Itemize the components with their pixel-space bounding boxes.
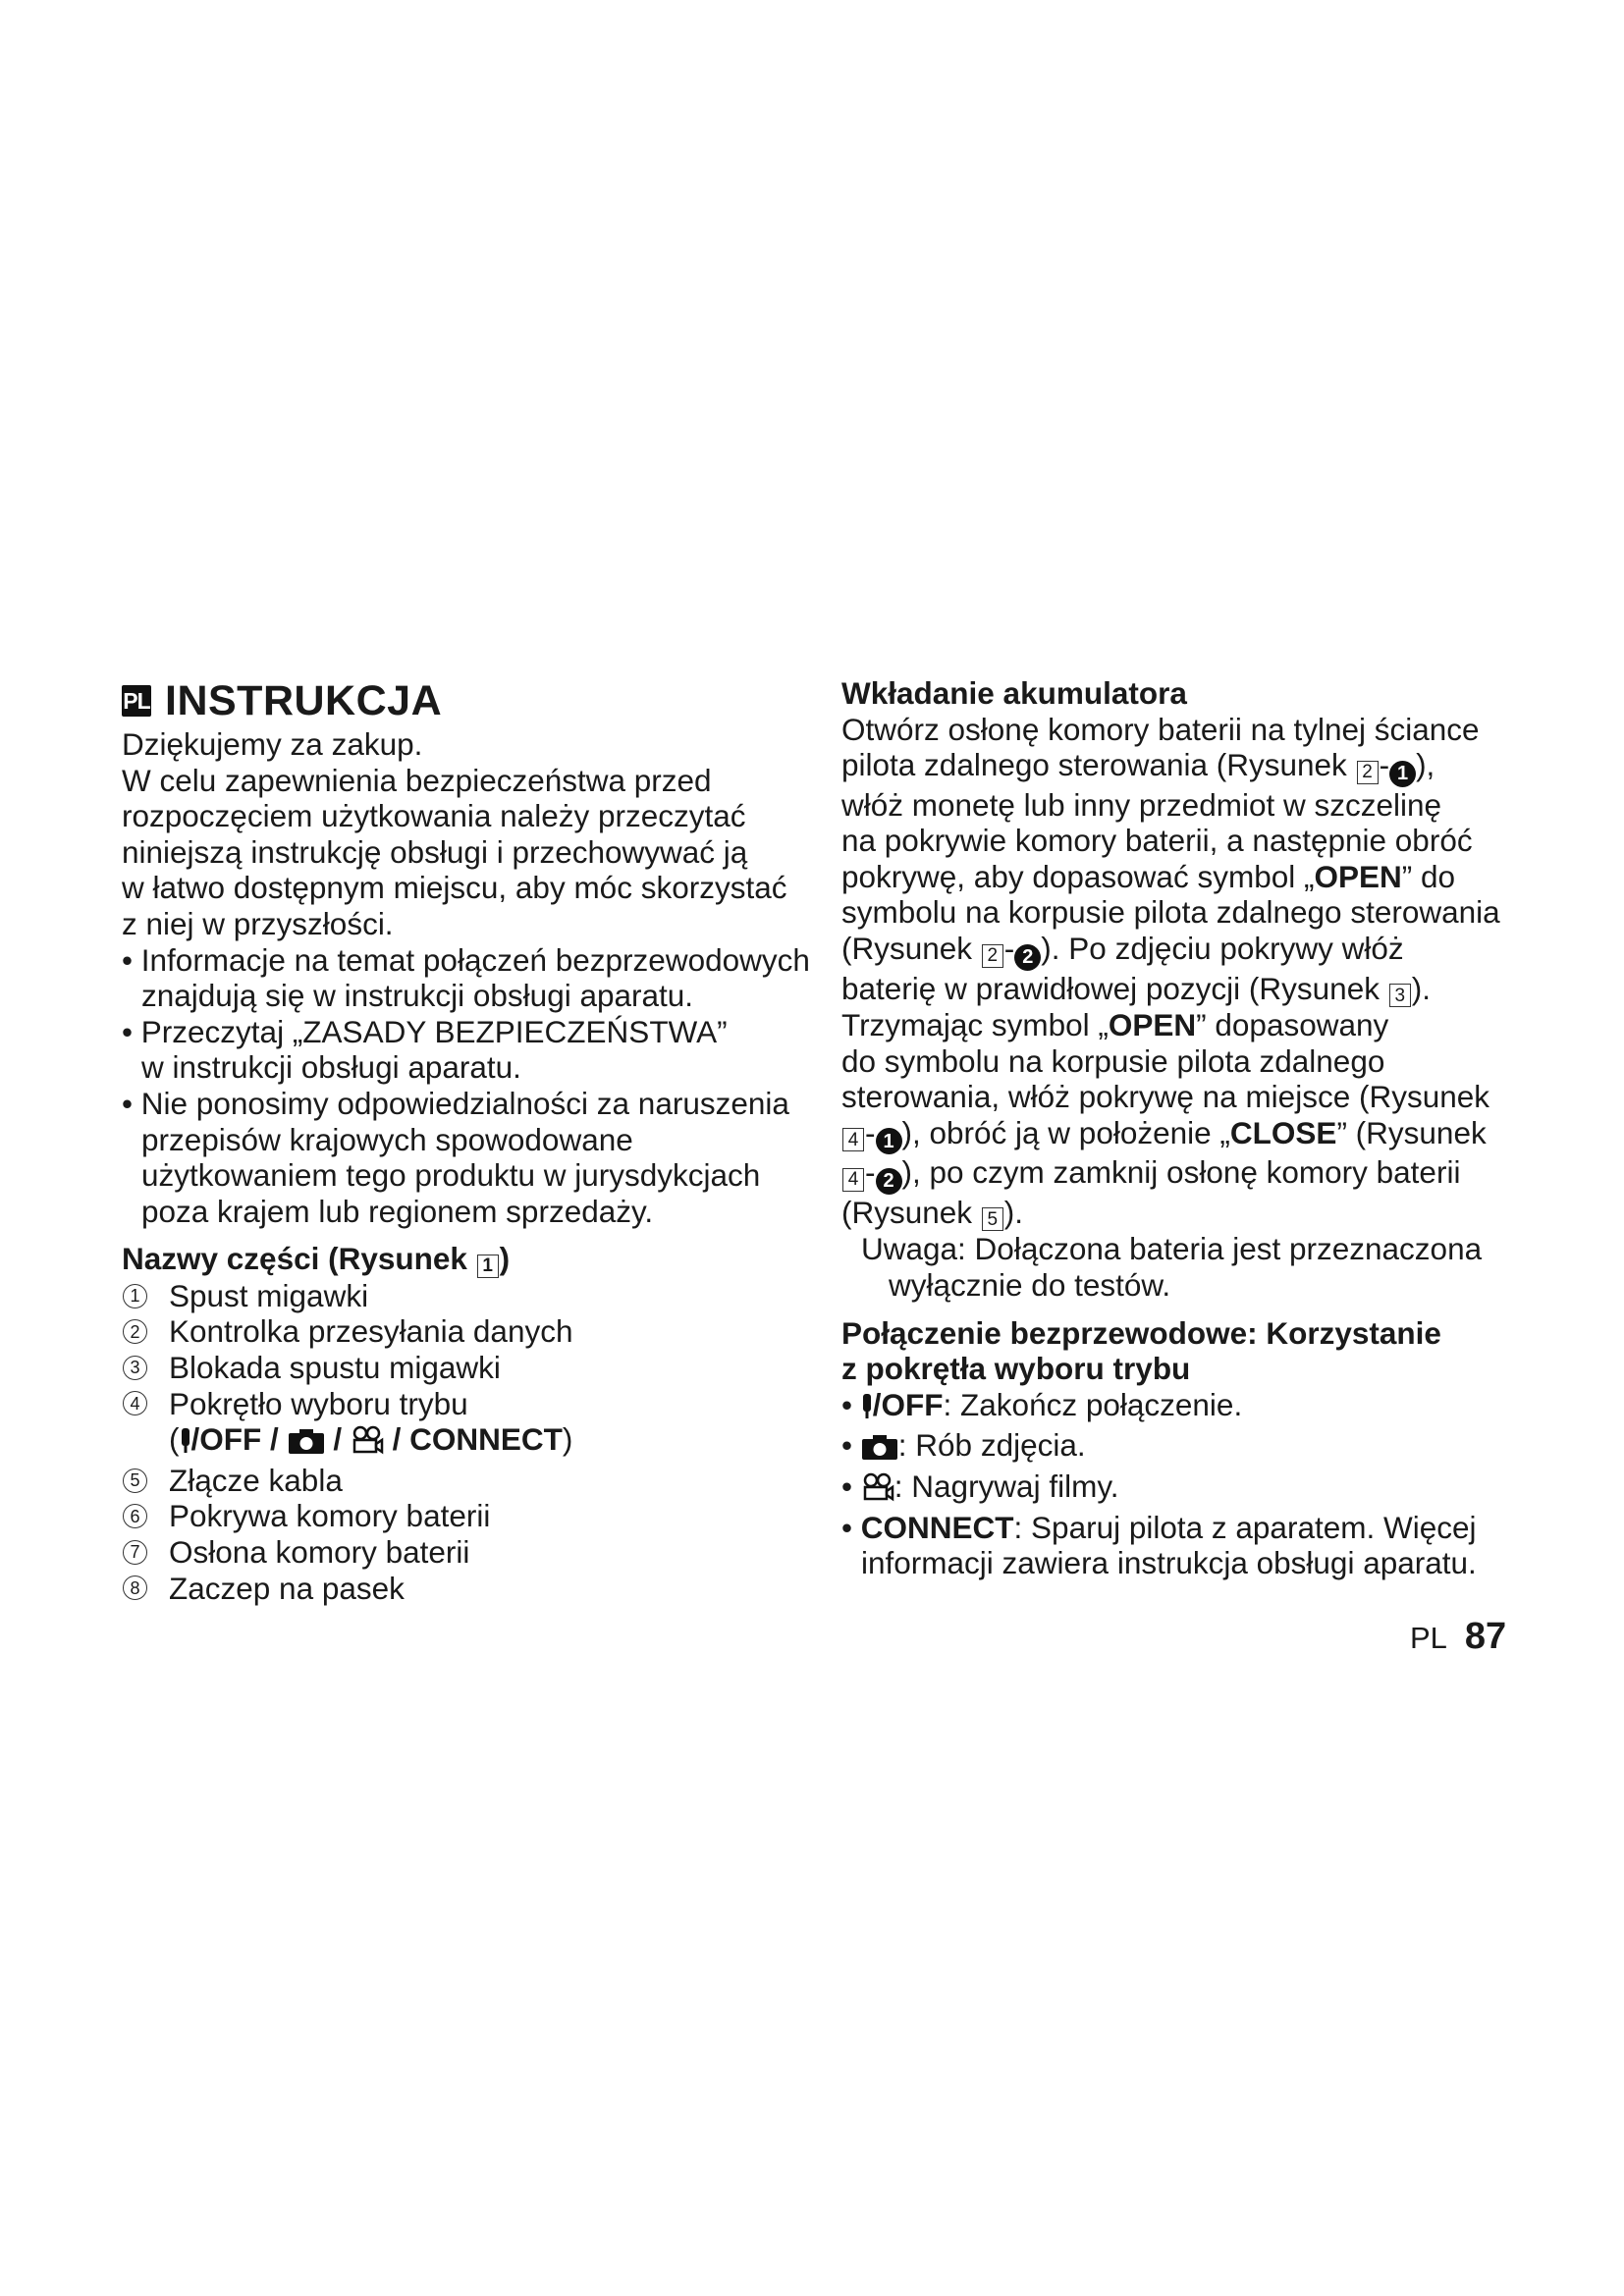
safety-line-3: niniejszą instrukcję obsługi i przechowywać ją [122, 833, 748, 870]
slash-1: / [270, 1421, 279, 1458]
battery-line-8-end: ). [1411, 970, 1431, 1006]
part-number-4: 4 [123, 1391, 147, 1415]
wireless-connect-cont: informacji zawiera instrukcja obsługi aparatu. [861, 1545, 1477, 1581]
mode-off-label: /OFF [190, 1421, 262, 1458]
battery-line-10: do symbolu na korpusie pilota zdalnego [841, 1042, 1385, 1079]
bullet-liability-cont-2: użytkowaniem tego produktu w jurysdykcjach [141, 1157, 761, 1194]
step-2-marker-b: 2 [876, 1168, 902, 1195]
part-label-7: Osłona komory baterii [169, 1533, 470, 1570]
part-label-8: Zaczep na pasek [169, 1570, 405, 1606]
part-number-6: 6 [123, 1504, 147, 1528]
off-label: /OFF [872, 1386, 944, 1422]
part-label-2: Kontrolka przesyłania danych [169, 1313, 573, 1350]
open-symbol-label-2: OPEN [1108, 1007, 1197, 1043]
wireless-bullet-connect [841, 1510, 1529, 1546]
part-item-6 [122, 1498, 799, 1534]
bullet-mark: • [841, 1386, 861, 1422]
movie-camera-icon [351, 1425, 384, 1463]
movie-text: : Nagrywaj filmy. [893, 1468, 1119, 1504]
bullet-safety-rules-cont: w instrukcji obsługi aparatu. [141, 1049, 521, 1086]
battery-line-2 [841, 747, 1529, 787]
battery-line-7-text: (Rysunek [841, 931, 981, 967]
part-label-4: Pokrętło wyboru trybu [169, 1385, 468, 1421]
battery-heading: Wkładanie akumulatora [841, 675, 1187, 711]
bullet-safety-rules: • Przeczytaj „ZASADY BEZPIECZEŃSTWA” [122, 1013, 728, 1049]
page-number: 87 [1464, 1616, 1507, 1657]
photo-text: : Rób zdjęcia. [897, 1427, 1086, 1464]
bullet-mark: • [841, 1468, 861, 1504]
camera-icon [288, 1426, 325, 1463]
right-column [841, 675, 1529, 1581]
part-item-5 [122, 1463, 799, 1499]
connect-text: : Sparuj pilota z aparatem. Więcej [1013, 1509, 1477, 1545]
parts-heading-text: Nazwy części (Rysunek [122, 1241, 476, 1277]
part-item-4 [122, 1386, 799, 1422]
figure-ref-4b: 4 [842, 1168, 864, 1192]
part-label-1: Spust migawki [169, 1277, 369, 1313]
dash: - [1379, 747, 1390, 783]
part-item-2 [122, 1313, 799, 1350]
safety-line-5: z niej w przyszłości. [122, 905, 394, 941]
wireless-heading-2: z pokrętła wyboru trybu [841, 1351, 1191, 1387]
step-1-marker: 1 [1389, 761, 1416, 787]
battery-line-5 [841, 859, 1529, 895]
battery-line-12-text: ), obróć ją w położenie „ [901, 1114, 1230, 1150]
part-item-8 [122, 1571, 799, 1607]
dash: - [865, 1154, 876, 1191]
battery-line-5-end: ” do [1401, 858, 1456, 894]
remote-key-icon [180, 1426, 191, 1463]
battery-line-4: na pokrywie komory baterii, a następnie obróć [841, 823, 1473, 859]
thanks-text: Dziękujemy za zakup. [122, 726, 423, 762]
part-number-2: 2 [123, 1319, 147, 1344]
battery-line-9-end: ” dopasowany [1196, 1007, 1389, 1043]
step-2-marker: 2 [1014, 944, 1041, 971]
dash: - [1003, 931, 1015, 967]
part-number-8: 8 [123, 1575, 147, 1600]
close-symbol-label: CLOSE [1229, 1114, 1337, 1150]
bullet-mark: • [841, 1427, 861, 1464]
step-1-marker-b: 1 [876, 1128, 902, 1154]
language-badge: PL [122, 685, 151, 717]
battery-line-12 [841, 1115, 1529, 1155]
remote-key-icon [861, 1392, 873, 1428]
battery-line-2-end: ), [1416, 747, 1435, 783]
wireless-heading-1: Połączenie bezprzewodowe: Korzystanie [841, 1314, 1441, 1351]
mode-connect-label: CONNECT [409, 1421, 563, 1458]
note-line-1: Uwaga: Dołączona bateria jest przeznaczona [861, 1231, 1483, 1267]
battery-line-7-end: ). Po zdjęciu pokrywy włóż [1041, 931, 1404, 967]
battery-line-11: sterowania, włóż pokrywę na miejsce (Rysunek [841, 1079, 1490, 1115]
bullet-wireless-info: • Informacje na temat połączeń bezprzewodowych [122, 941, 810, 978]
battery-line-12-end: ” (Rysunek [1336, 1114, 1487, 1150]
battery-line-9-text: Trzymając symbol „ [841, 1007, 1109, 1043]
battery-line-2-text: pilota zdalnego sterowania (Rysunek [841, 747, 1356, 783]
camera-icon [861, 1432, 898, 1468]
left-column [122, 675, 810, 1606]
figure-ref-1: 1 [477, 1255, 499, 1278]
part-item-3 [122, 1350, 799, 1386]
part-label-5: Złącze kabla [169, 1462, 343, 1498]
parts-heading-end: ) [499, 1241, 511, 1277]
battery-line-3: włóż monetę lub inny przedmiot w szczelinę [841, 786, 1442, 823]
battery-line-6: symbolu na korpusie pilota zdalnego sterowania [841, 894, 1500, 931]
battery-line-5-text: pokrywę, aby dopasować symbol „ [841, 858, 1315, 894]
paren-close: ) [562, 1421, 573, 1458]
figure-ref-2: 2 [1357, 761, 1379, 784]
wireless-bullet-photo [841, 1427, 1529, 1468]
part-label-3: Blokada spustu migawki [169, 1350, 501, 1385]
bullet-mark: • [841, 1509, 861, 1545]
battery-line-7 [841, 931, 1529, 971]
bullet-liability-cont-1: przepisów krajowych spowodowane [141, 1121, 633, 1157]
figure-ref-5: 5 [982, 1207, 1003, 1231]
page-title: INSTRUKCJA [165, 676, 443, 724]
open-symbol-label: OPEN [1314, 858, 1402, 894]
battery-line-14-text: (Rysunek [841, 1194, 981, 1230]
footer-language: PL [1410, 1621, 1447, 1655]
connect-label: CONNECT [860, 1509, 1014, 1545]
figure-ref-4: 4 [842, 1128, 864, 1151]
figure-ref-3: 3 [1389, 984, 1411, 1007]
battery-line-14-end: ). [1003, 1194, 1024, 1230]
safety-line-4: w łatwo dostępnym miejscu, aby móc skorzystać [122, 870, 787, 906]
part-number-7: 7 [123, 1540, 147, 1565]
wireless-bullet-movie [841, 1468, 1529, 1510]
bullet-wireless-info-cont: znajdują się w instrukcji obsługi aparatu. [141, 978, 694, 1014]
part-number-1: 1 [123, 1284, 147, 1308]
part-item-7 [122, 1534, 799, 1571]
part-number-5: 5 [123, 1468, 147, 1493]
part-number-3: 3 [123, 1356, 147, 1380]
part-label-6: Pokrywa komory baterii [169, 1498, 491, 1534]
movie-camera-icon [861, 1472, 894, 1510]
off-text: : Zakończ połączenie. [943, 1386, 1243, 1422]
note-line-2: wyłącznie do testów. [889, 1266, 1171, 1303]
figure-ref-2b: 2 [982, 944, 1003, 968]
paren-open: ( [169, 1421, 180, 1458]
part-item-1 [122, 1278, 799, 1314]
battery-line-13 [841, 1154, 1529, 1195]
mode-dial-options [122, 1421, 799, 1463]
bullet-liability: • Nie ponosimy odpowiedzialności za naruszenia [122, 1085, 789, 1121]
safety-line-1: W celu zapewnienia bezpieczeństwa przed [122, 762, 712, 798]
battery-line-14 [841, 1195, 1529, 1232]
battery-line-8 [841, 971, 1529, 1008]
bullet-liability-cont-3: poza krajem lub regionem sprzedaży. [141, 1193, 654, 1229]
slash-3: / [392, 1421, 402, 1458]
battery-line-9 [841, 1007, 1529, 1043]
wireless-bullet-off [841, 1387, 1529, 1428]
safety-line-2: rozpoczęciem użytkowania należy przeczytać [122, 798, 746, 834]
parts-heading [122, 1241, 799, 1278]
page-footer [1410, 1616, 1506, 1658]
title-row [122, 675, 799, 726]
battery-line-1: Otwórz osłonę komory baterii na tylnej ściance [841, 711, 1480, 747]
battery-line-13-text: ), po czym zamknij osłonę komory baterii [901, 1154, 1461, 1191]
slash-2: / [333, 1421, 343, 1458]
dash: - [865, 1114, 876, 1150]
battery-line-8-text: baterię w prawidłowej pozycji (Rysunek [841, 970, 1388, 1006]
